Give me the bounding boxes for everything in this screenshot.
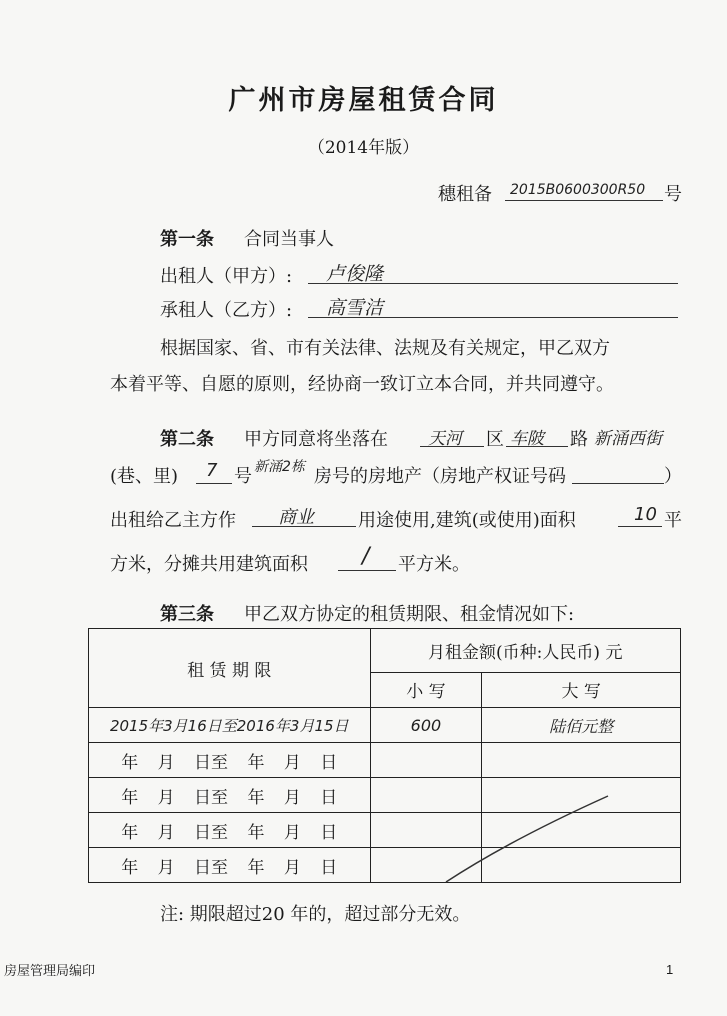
article3-note: 注: 期限超过20 年的，超过部分无效。 [160, 904, 471, 925]
article2-text-h: 出租给乙主方作 [110, 510, 236, 531]
table-row-large [482, 743, 681, 778]
lessor-label: 出租人（甲方）: [160, 266, 293, 287]
period-header: 租 赁 期 限 [89, 629, 371, 708]
lessee-name: 高雪洁 [326, 297, 384, 319]
shared-area-value: / [362, 544, 370, 569]
article3-heading: 第三条 [160, 604, 214, 625]
lessee-label: 承租人（乙方）: [160, 300, 293, 321]
article1-heading: 第一条 [160, 229, 214, 250]
record-number: 2015B0600300R50 [510, 182, 646, 198]
article2-text-e: 号 [234, 466, 252, 487]
article2-text-i: 用途使用,建筑(或使用)面积 [358, 510, 576, 531]
article2-text-d: (巷、里) [110, 466, 179, 487]
article2-text-b: 区 [486, 429, 504, 450]
article2-text-a: 甲方同意将坐落在 [244, 429, 388, 450]
table-row-small: 600 [370, 708, 482, 743]
road-value: 车陂 [510, 429, 544, 449]
article2-text-c: 路 [570, 429, 588, 450]
article2-text-j: 平 [664, 510, 682, 531]
article1-paragraph-line1: 根据国家、省、市有关法律、法规及有关规定，甲乙双方 [160, 338, 610, 359]
table-row-small [370, 743, 482, 778]
article2-text-l: 平方米。 [398, 554, 470, 575]
page-number: 1 [666, 962, 674, 977]
table-row-period: 年 月 日至 年 月 日 [89, 848, 371, 883]
record-suffix: 号 [664, 184, 682, 205]
article1-paragraph-line2: 本着平等、自愿的原则，经协商一致订立本合同，并共同遵守。 [110, 374, 614, 395]
table-row-large: 陆佰元整 [482, 708, 681, 743]
small-header: 小 写 [370, 672, 482, 707]
table-row-period: 2015年3月16日至2016年3月15日 [89, 708, 371, 743]
district-value: 天河 [428, 429, 462, 449]
table-row-period: 年 月 日至 年 月 日 [89, 813, 371, 848]
article2-text-k: 方米，分摊共用建筑面积 [110, 554, 308, 575]
large-header: 大 写 [482, 672, 681, 707]
contract-title: 广州市房屋租赁合同 [228, 85, 499, 116]
article3-heading-text: 甲乙双方协定的租赁期限、租金情况如下: [244, 604, 575, 625]
contract-edition: （2014年版） [307, 138, 420, 158]
table-row-period: 年 月 日至 年 月 日 [89, 743, 371, 778]
article2-text-g: ） [664, 466, 682, 487]
void-stroke [440, 790, 620, 890]
street-value: 新涌西街 [594, 429, 662, 449]
article1-heading-text: 合同当事人 [244, 229, 334, 250]
record-prefix: 穗租备 [438, 184, 492, 205]
table-row-period: 年 月 日至 年 月 日 [89, 778, 371, 813]
area-value: 10 [634, 504, 657, 525]
article2-text-f: 房号的房地产（房地产权证号码 [314, 466, 566, 487]
usage-value: 商业 [278, 507, 314, 528]
publisher: 房屋管理局编印 [4, 963, 96, 978]
amount-header: 月租金额(币种:人民币) 元 [370, 629, 680, 673]
lane-number: 7 [206, 460, 218, 481]
lessor-name: 卢俊隆 [326, 263, 384, 285]
article2-heading: 第二条 [160, 429, 214, 450]
building-value: 新涌2栋 [254, 459, 305, 475]
